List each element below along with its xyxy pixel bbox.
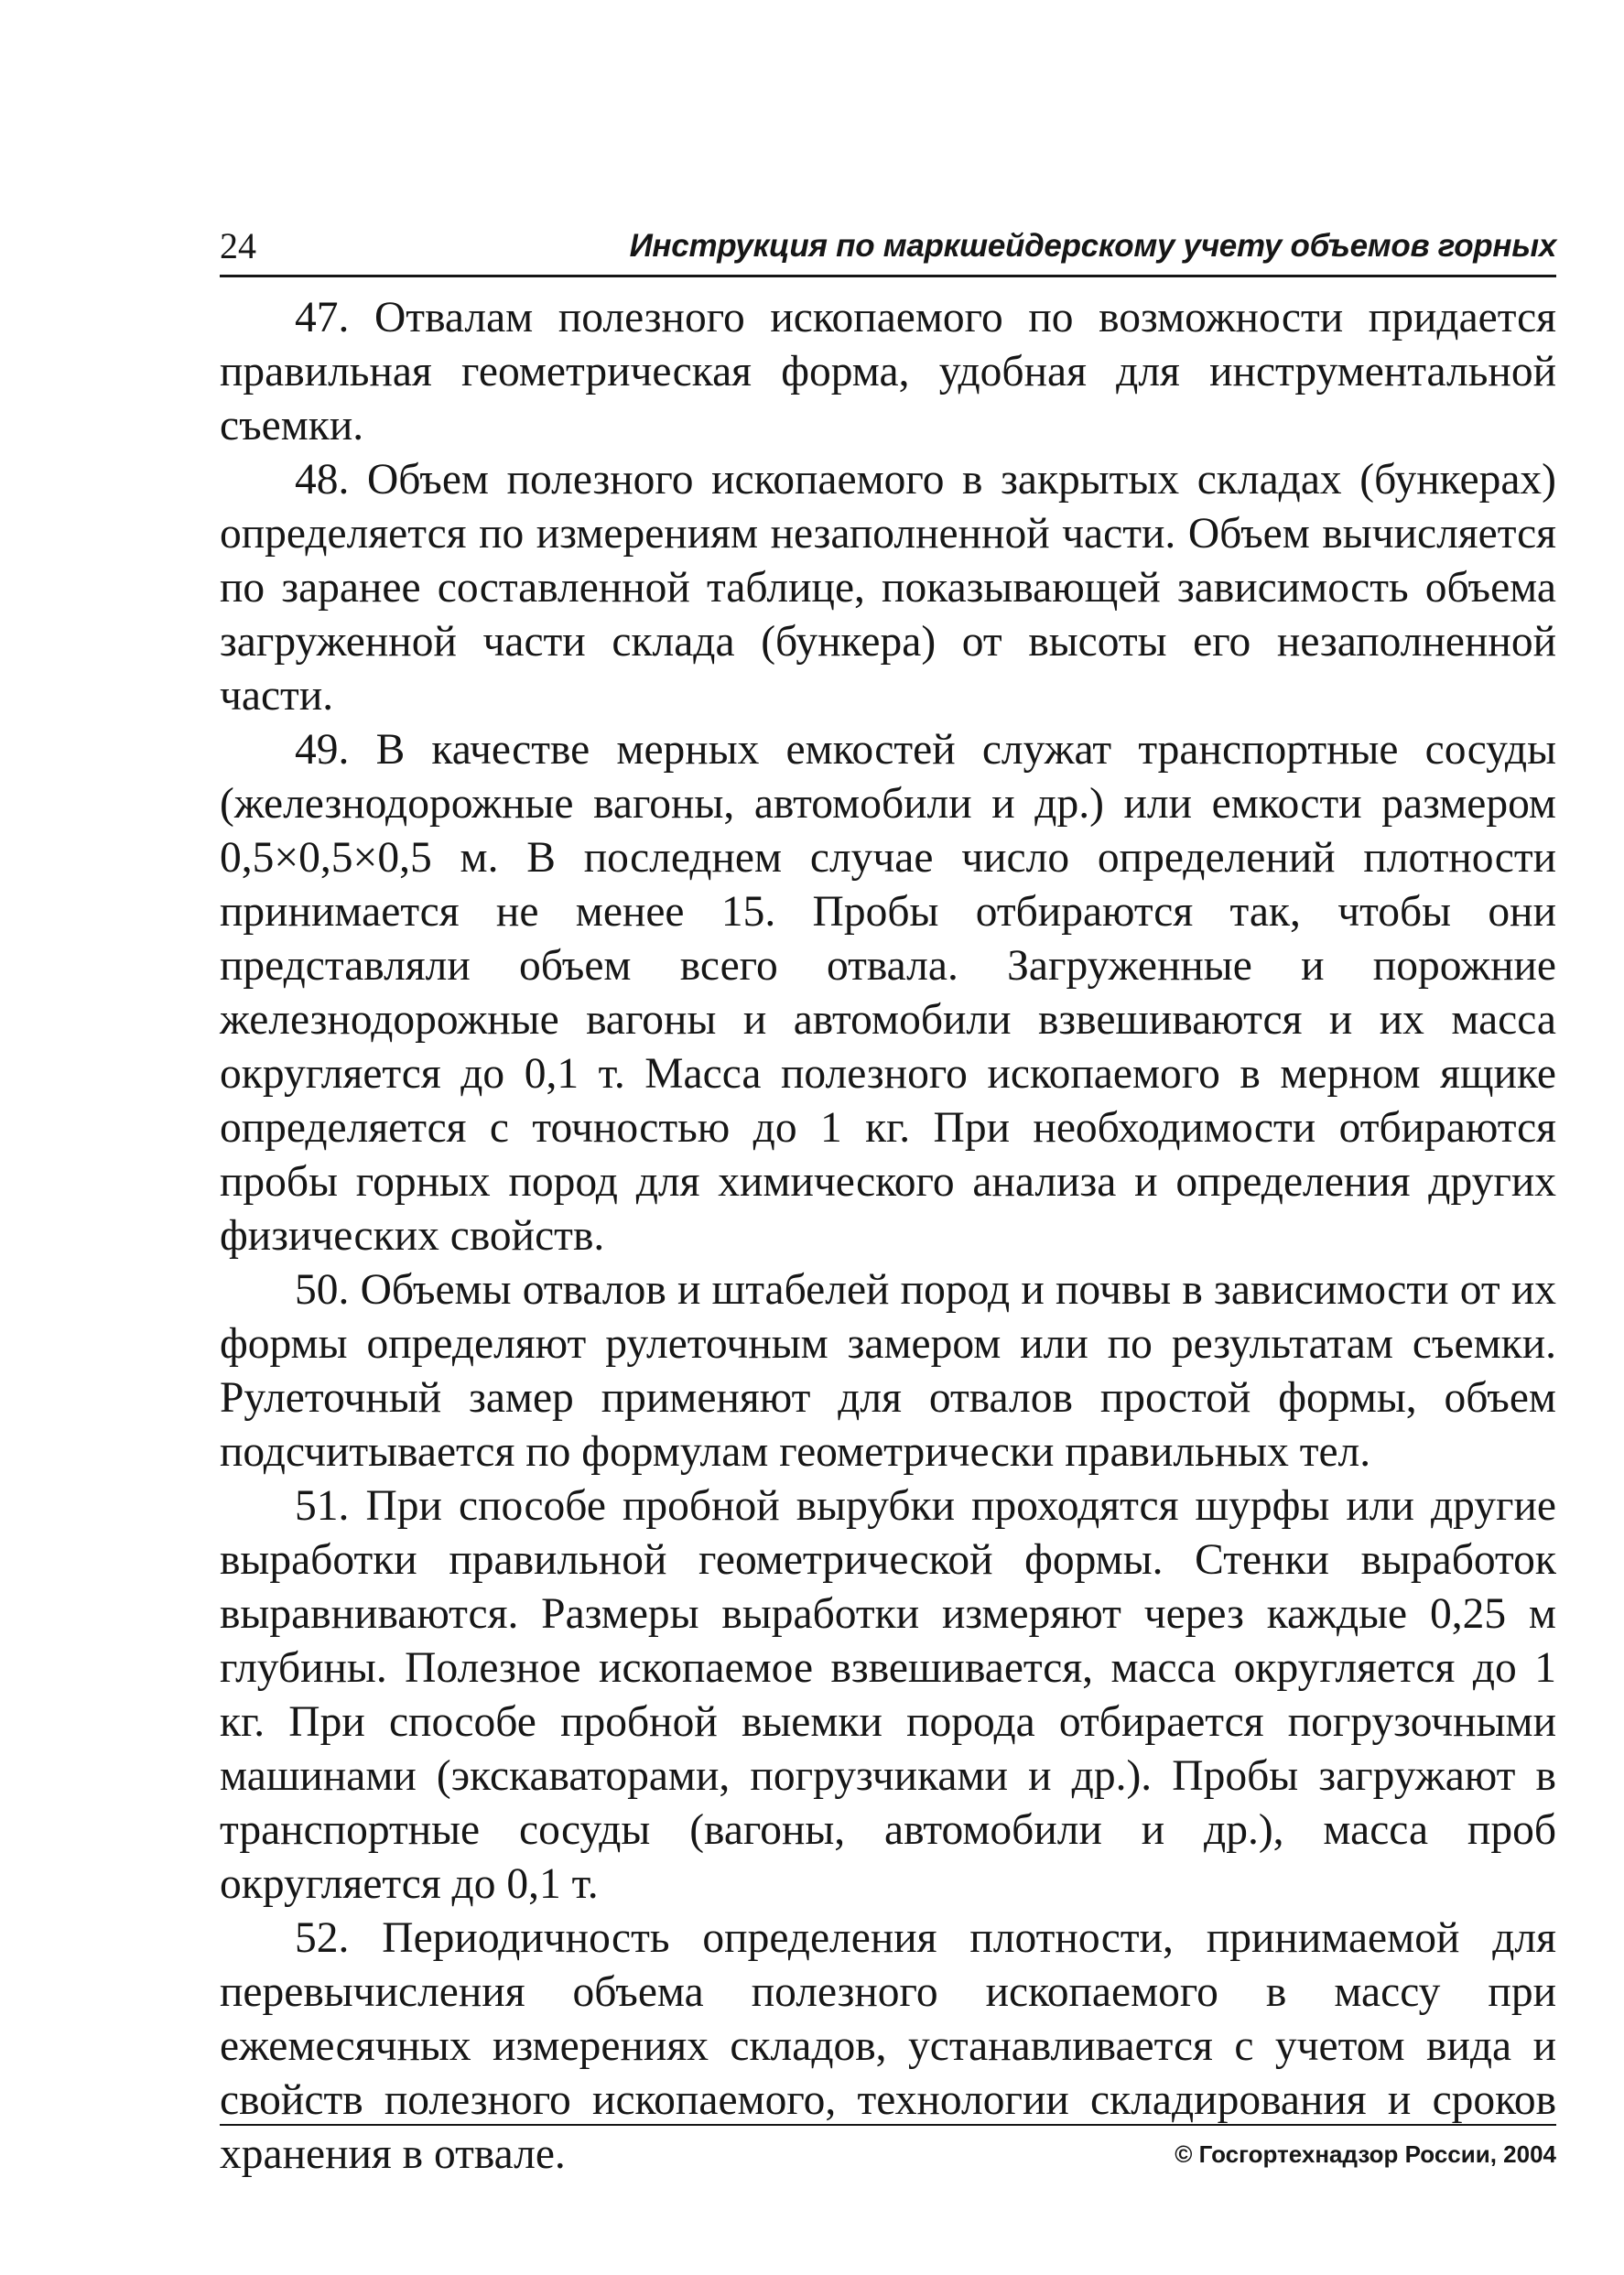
paragraph-47: 47. Отвалам полезного ископаемого по возможности придается правильная геометрическая форма, удобная для инструментальной съемки. (220, 294, 1556, 450)
paragraph-51: 51. При способе пробной вырубки проходятся шурфы или другие выработки правильной геометрической формы. Стенки выработок выравниваются. Размеры выработки измеряют через каждые 0,25 м глубины. Полезное ископаемое взвешивается, масса округляется до 1 кг. При способе пробной выемки порода отбирается погрузочными машинами (экскаваторами, погрузчиками и др.). Пробы загружают в транспортные сосуды (вагоны, автомобили и др.), масса проб округляется до 0,1 т. (220, 1482, 1556, 1908)
running-header (220, 218, 1556, 277)
paragraph-52: 52. Периодичность определения плотности, принимаемой для перевычисления объема полезного ископаемого в массу при ежемесячных измерениях складов, устанавливается с учетом вида и свойств полезного ископаемого, технологии складирования и сроков хранения в отвале. (220, 1914, 1556, 2178)
paragraph-48: 48. Объем полезного ископаемого в закрытых складах (бункерах) определяется по измерениям незаполненной части. Объем вычисляется по заранее составленной таблице, показывающей зависимость объема загруженной части склада (бункера) от высоты его незаполненной части. (220, 456, 1556, 720)
paragraph-50: 50. Объемы отвалов и штабелей пород и почвы в зависимости от их формы определяют рулеточным замером или по результатам съемки. Рулеточный замер применяют для отвалов простой формы, объем подсчитывается по формулам геометрически правильных тел. (220, 1266, 1556, 1476)
page-number: 24 (220, 225, 256, 266)
paragraph-49: 49. В качестве мерных емкостей служат транспортные сосуды (железнодорожные вагоны, автомобили и др.) или емкости размером 0,5×0,5×0,5 м. В последнем случае число определений плотности принимается не менее 15. Пробы отбираются так, чтобы они представляли объем всего отвала. Загруженные и порожние железнодорожные вагоны и автомобили взвешиваются и их масса округляется до 0,1 т. Масса полезного ископаемого в мерном ящике определяется с точностью до 1 кг. При необходимости отбираются пробы горных пород для химического анализа и определения других физических свойств. (220, 726, 1556, 1260)
footer-copyright: © Госгортехнадзор России, 2004 (1175, 2140, 1556, 2168)
body-text (220, 291, 1556, 2182)
running-header-title: Инструкция по маркшейдерскому учету объемов горных (629, 228, 1556, 264)
footer-divider (220, 2124, 1556, 2126)
